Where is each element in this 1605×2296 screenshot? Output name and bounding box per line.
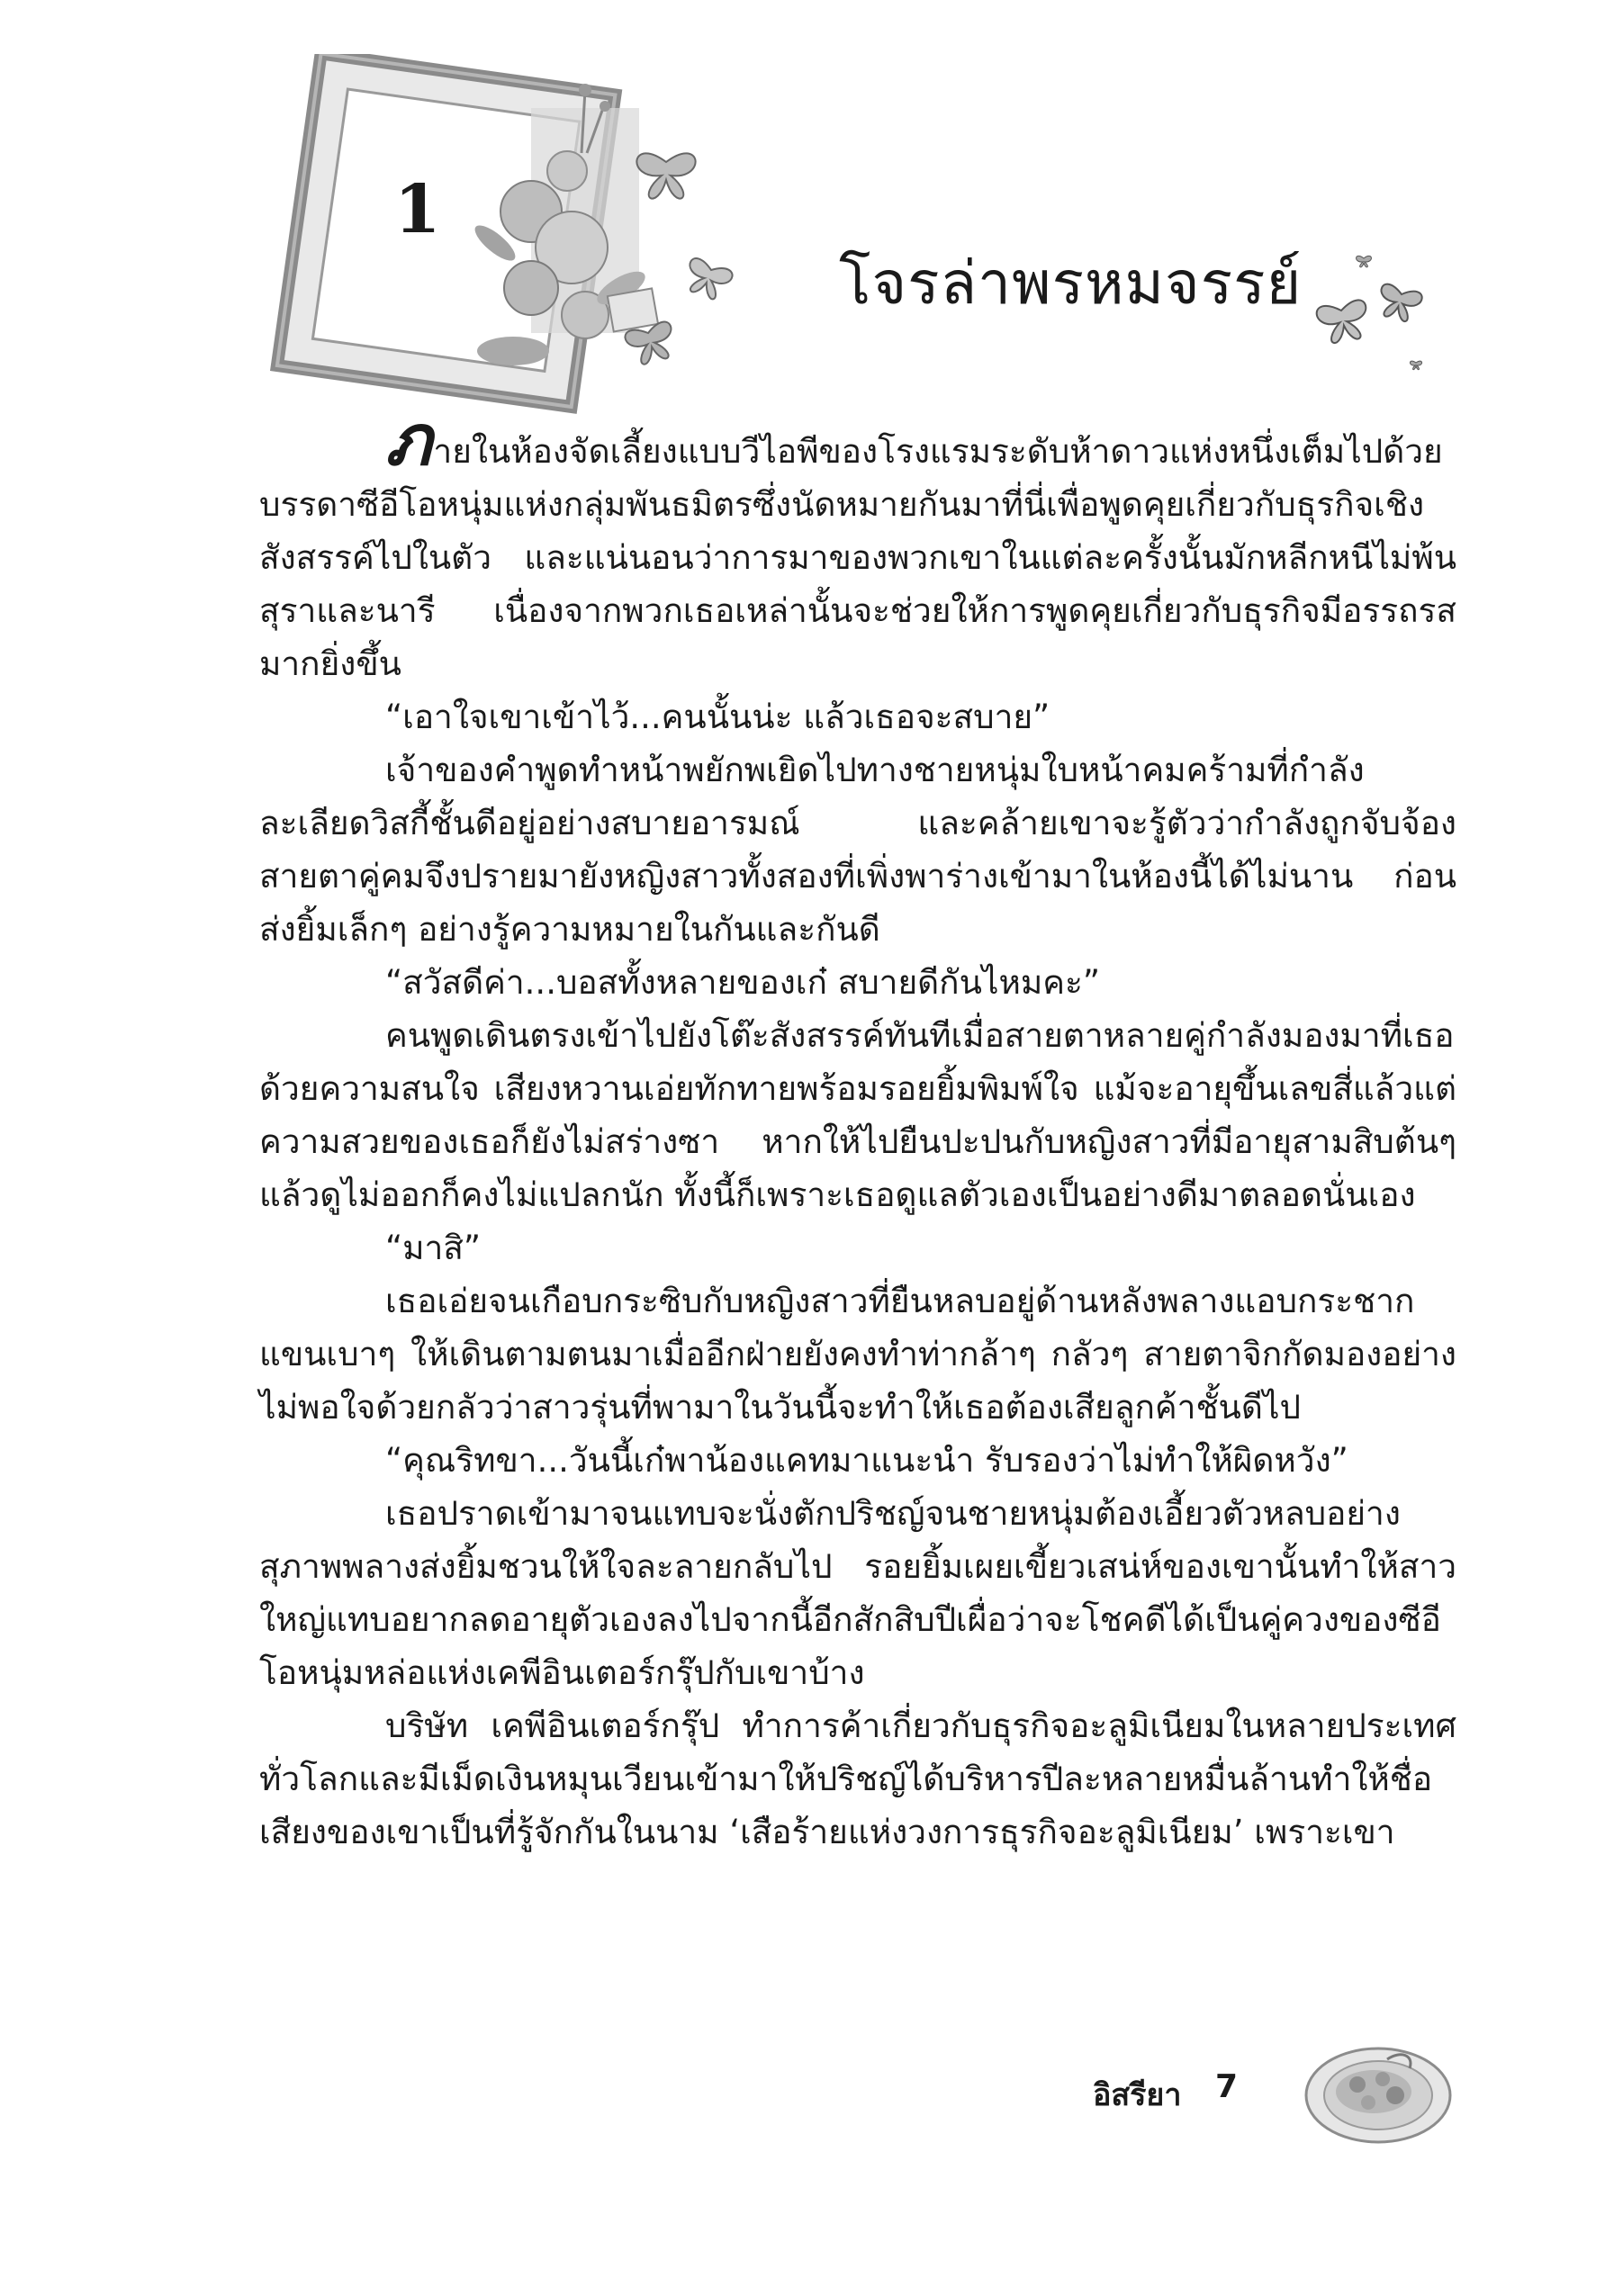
footer-author: อิสรียา [1093, 2077, 1182, 2113]
chapter-title: โจรล่าพรหมจรรย์ [839, 248, 1303, 318]
butterfly-icon [1410, 361, 1421, 370]
butterfly-icon [681, 257, 735, 303]
chapter-body [259, 400, 1456, 1859]
photo-frame-icon [261, 54, 765, 432]
paragraph: เธอปราดเข้ามาจนแทบจะนั่งตักปริชญ์จนชายหนุ่มต้องเอี้ยวตัวหลบอย่างสุภาพพลางส่งยิ้มชวนให้ใจละลายกลับไป รอยยิ้มเผยเขี้ยวเสน่ห์ของเขานั้นทำให้สาวใหญ่แทบอยากลดอายุตัวเองลงไปจากนี้อีกสักสิบปีเผื่อว่าจะโชคดีได้เป็นคู่ควงของซีอีโอหนุ่มหล่อแห่งเคพีอินเตอร์กรุ๊ปกับเขาบ้าง [259, 1494, 1456, 1692]
paragraph: เธอเอ่ยจนเกือบกระซิบกับหญิงสาวที่ยืนหลบอยู่ด้านหลังพลางแอบกระชากแขนเบาๆ ให้เดินตามตนมาเมื่ออีกฝ่ายยังคงทำท่ากล้าๆ กลัวๆ สายตาจิกกัดมองอย่างไม่พอใจด้วยกลัวว่าสาวรุ่นที่พามาในวันนี้จะทำให้เธอต้องเสียลูกค้าชั้นดีไป [259, 1282, 1456, 1427]
paragraph: คนพูดเดินตรงเข้าไปยังโต๊ะสังสรรค์ทันทีเมื่อสายตาหลายคู่กำลังมองมาที่เธอด้วยความสนใจ เสียงหวานเอ่ยทักทายพร้อมรอยยิ้มพิมพ์ใจ แม้จะอายุขึ้นเลขสี่แล้วแต่ความสวยของเธอก็ยังไม่สร่างซา หากให้ไปยืนปะปนกับหญิงสาวที่มีอายุสามสิบต้นๆ แล้วดูไม่ออกก็คงไม่แปลกนัก ทั้งนี้ก็เพราะเธอดูแลตัวเองเป็นอย่างดีมาตลอดนั่นเอง [259, 1016, 1456, 1214]
paragraph-text: ายในห้องจัดเลี้ยงแบบวีไอพีของโรงแรมระดับห้าดาวแห่งหนึ่งเต็มไปด้วยบรรดาซีอีโอหนุ่มแห่งกลุ่มพันธมิตรซึ่งนัดหมายกันมาที่นี่เพื่อพูดคุยเกี่ยวกับธุรกิจเชิงสังสรรค์ไปในตัว และแน่นอนว่าการมาของพวกเขาในแต่ละครั้งนั้นมักหลีกหนีไม่พ้นสุราและนารี เนื่องจากพวกเธอเหล่านั้นจะช่วยให้การพูดคุยเกี่ยวกับธุรกิจมีอรรถรสมากยิ่งขึ้น [259, 432, 1456, 683]
butterfly-icon [1375, 283, 1423, 324]
paragraph: “คุณริทขา...วันนี้เก๋พาน้องแคทมาแนะนำ รับรองว่าไม่ทำให้ผิดหวัง” [385, 1441, 1348, 1480]
page-number: 7 [1215, 2068, 1239, 2105]
paragraph: เจ้าของคำพูดทำหน้าพยักพเยิดไปทางชายหนุ่มใบหน้าคมคร้ามที่กำลังละเลียดวิสกี้ชั้นดีอยู่อย่างสบายอารมณ์ และคล้ายเขาจะรู้ตัวว่ากำลังถูกจับจ้อง สายตาคู่คมจึงปรายมายังหญิงสาวทั้งสองที่เพิ่งพาร่างเข้ามาในห้องนี้ได้ไม่นาน ก่อนส่งยิ้มเล็กๆ อย่างรู้ความหมายในกันและกันดี [259, 751, 1456, 949]
paragraph: “มาสิ” [385, 1229, 482, 1267]
butterfly-icon [636, 153, 695, 198]
paragraph [259, 400, 1456, 690]
paragraph: “เอาใจเขาเข้าไว้...คนนั้นน่ะ แล้วเธอจะสบาย” [385, 698, 1050, 736]
butterfly-icon [1357, 256, 1372, 266]
food-plate-icon [1302, 2032, 1455, 2149]
chapter-number: 1 [394, 171, 441, 248]
butterfly-icon [1315, 299, 1371, 345]
chapter-header-decoration [261, 54, 765, 432]
paragraph: “สวัสดีค่า...บอสทั้งหลายของเก๋ สบายดีกันไหมคะ” [385, 963, 1101, 1002]
butterfly-group [1301, 248, 1445, 383]
paragraph: บริษัท เคพีอินเตอร์กรุ๊ป ทำการค้าเกี่ยวกับธุรกิจอะลูมิเนียมในหลายประเทศทั่วโลกและมีเม็ดเงินหมุนเวียนเข้ามาให้ปริชญ์ได้บริหารปีละหลายหมื่นล้านทำให้ชื่อเสียงของเขาเป็นที่รู้จักกันในนาม ‘เสือร้ายแห่งวงการธุรกิจอะลูมิเนียม’ เพราะเขา [259, 1706, 1456, 1851]
drop-cap: ภ [385, 400, 432, 482]
